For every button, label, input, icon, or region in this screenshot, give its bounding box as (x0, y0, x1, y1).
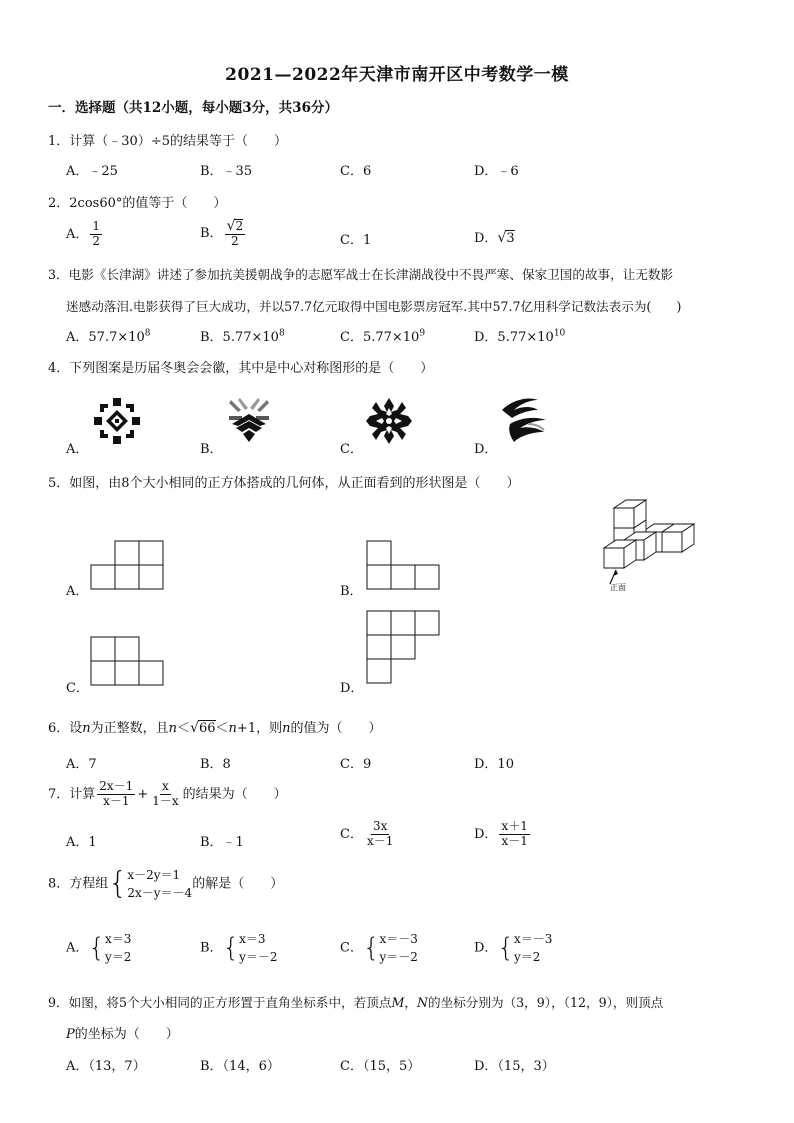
q2-a-label: A． (66, 226, 89, 242)
q8-d-x: x＝－3 (513, 932, 553, 946)
q8-a-x: x＝3 (104, 932, 132, 946)
q8-b-system (239, 930, 277, 966)
q9-var-p: P (66, 1027, 75, 1042)
q8-b-x: x＝3 (239, 932, 266, 946)
q5-solid-figure (600, 494, 706, 592)
q6-radicand: 66 (198, 721, 216, 736)
q7-d-fraction (499, 820, 529, 849)
q3-a-exp: 8 (144, 328, 151, 339)
q8-post: 的解是（ ） (192, 876, 284, 892)
q7-c-fraction (365, 820, 395, 849)
q7-f1-den: x－1 (103, 793, 130, 808)
q5-option-a: A． (66, 584, 89, 599)
q2-a-num: 1 (92, 219, 101, 233)
q2-b-label: B． (200, 225, 223, 241)
q2-b-num: √2 (226, 218, 244, 234)
q5-option-b-figure (366, 540, 440, 592)
q8-pre: 8．方程组 (48, 876, 109, 892)
q6-var-n: n (228, 721, 237, 736)
question-1: 1．计算（﹣30）÷5的结果等于（ ） (48, 134, 287, 149)
q8-option-c (340, 930, 418, 966)
q3-option-a (66, 326, 151, 345)
logo-c-image (364, 396, 414, 446)
q6-var-n: n (282, 721, 291, 736)
q4-option-a: A． (66, 442, 89, 457)
q5-option-c: C． (66, 681, 89, 696)
q2-a-fraction (90, 220, 102, 249)
q8-d-y: y＝2 (513, 950, 541, 964)
question-3-line-1: 3．电影《长津湖》讲述了参加抗美援朝战争的志愿军战士在长津湖战役中不畏严寒、保家卫国的故事，让无数影 (48, 267, 674, 282)
q7-c-num: 3x (372, 819, 388, 833)
q7-d-den: x－1 (501, 833, 528, 848)
q5-option-d: D． (340, 681, 364, 696)
q8-option-b (200, 930, 278, 966)
q5-option-c-figure (90, 636, 164, 688)
q5-option-b: B． (340, 584, 363, 599)
q6-pre: 6．设 (48, 721, 83, 736)
q8-a-label: A． (66, 940, 89, 956)
q3-option-d (474, 326, 565, 345)
q7-plus: + (137, 786, 149, 802)
q7-option-b: B．﹣1 (200, 835, 244, 850)
q1-option-a: A．﹣25 (66, 164, 118, 179)
logo-a-image (92, 396, 142, 446)
q2-option-a (66, 220, 104, 249)
q6-option-b: B．8 (200, 757, 231, 772)
q1-option-c: C．6 (340, 164, 372, 179)
q7-d-num: x＋1 (501, 819, 528, 833)
q7-d-label: D． (474, 826, 498, 842)
q5-front-label: 正面 (610, 583, 626, 592)
q8-a-brace: { (88, 933, 105, 963)
q2-b-den: 2 (231, 234, 239, 249)
q9-option-a: A．（13，7） (66, 1059, 146, 1074)
q9-var-m: M (391, 995, 405, 1010)
q8-brace: { (108, 866, 128, 901)
q4-option-b: B． (200, 442, 223, 457)
q3-d-exp: 10 (553, 328, 566, 339)
q8-b-brace: { (222, 933, 240, 963)
question-5: 5．如图，由8个大小相同的正方体搭成的几何体，从正面看到的形状图是（ ） (48, 476, 520, 491)
q7-option-a: A．1 (66, 835, 97, 850)
q3-c-exp: 9 (419, 328, 426, 339)
q7-option-d (474, 820, 532, 849)
q8-eq-2: 2x－y＝－4 (127, 886, 193, 900)
q6-mid: 为正整数，且 (90, 721, 169, 736)
q5-option-a-figure (90, 540, 164, 592)
q8-a-system (105, 930, 131, 966)
page-title: 2021—2022年天津市南开区中考数学一模 (225, 65, 569, 85)
q8-c-x: x＝－3 (379, 932, 418, 946)
q3-b-exp: 8 (278, 328, 285, 339)
question-7 (48, 780, 287, 809)
q4-option-d: D． (474, 442, 498, 457)
q3-option-c (340, 326, 425, 345)
q1-option-d: D．﹣6 (474, 164, 519, 179)
q3-d-base: D．5.77×10 (474, 330, 554, 345)
q7-fraction-1 (97, 780, 135, 809)
q8-eq-1: x－2y＝1 (127, 868, 181, 882)
q6-var-n: n (82, 721, 91, 736)
q3-option-b (200, 326, 285, 345)
q6-plus: +1，则 (236, 721, 283, 736)
logo-d-image (498, 394, 552, 448)
q2-option-d: D．√3 (474, 230, 515, 246)
q9-comma: ， (404, 995, 417, 1010)
q7-c-label: C． (340, 826, 363, 842)
q6-option-c: C．9 (340, 757, 372, 772)
q8-a-y: y＝2 (104, 950, 132, 964)
q7-f2-num: x (162, 779, 169, 793)
q8-d-system (514, 930, 552, 966)
section-heading: 一．选择题（共12小题，每小题3分，共36分） (48, 100, 338, 116)
q6-option-a: A．7 (66, 757, 97, 772)
q7-option-c (340, 820, 397, 849)
q3-a-base: A．57.7×10 (66, 330, 145, 345)
question-3-line-2: 迷感动落泪.电影获得了巨大成功，并以57.7亿元取得中国电影票房冠军.其中57.7亿用科学记数法表示为( ) (66, 299, 682, 314)
q4-option-c: C． (340, 442, 363, 457)
q1-option-b: B．﹣35 (200, 164, 253, 179)
q3-c-base: C．5.77×10 (340, 330, 420, 345)
q8-d-brace: { (497, 933, 514, 963)
q6-post: 的值为（ ） (290, 721, 382, 736)
q3-b-base: B．5.77×10 (200, 330, 279, 345)
q9-line2-post: 的坐标为（ ） (74, 1027, 179, 1042)
q8-c-system (380, 930, 418, 966)
q6-option-d: D．10 (474, 757, 514, 772)
question-6: 6．设n为正整数，且n＜√66＜n+1，则n的值为（ ） (48, 720, 382, 736)
q2-b-fraction (225, 218, 246, 249)
logo-b-image (226, 396, 272, 444)
q7-post: 的结果为（ ） (182, 786, 287, 802)
q9-var-n: N (416, 995, 428, 1010)
q6-lt: ＜ (177, 721, 191, 736)
q2-b-radicand: 2 (235, 219, 244, 233)
question-9-line-2 (66, 1023, 179, 1042)
q8-c-brace: { (362, 933, 380, 963)
question-8 (48, 866, 283, 902)
q8-option-a (66, 930, 131, 966)
q2-option-c: C．1 (340, 233, 372, 248)
question-4: 4．下列图案是历届冬奥会会徽，其中是中心对称图形的是（ ） (48, 361, 434, 376)
q2-d-label: D． (474, 231, 498, 246)
q7-f2-den: 1－x (152, 793, 179, 808)
q7-f1-num: 2x－1 (99, 779, 134, 793)
q9-pre: 9．如图，将5个大小相同的正方形置于直角坐标系中，若顶点 (48, 995, 392, 1010)
q2-a-den: 2 (92, 233, 101, 248)
q6-var-n: n (168, 721, 178, 736)
q8-system (127, 866, 192, 902)
q6-lt: ＜ (215, 721, 229, 736)
q7-c-den: x－1 (366, 833, 394, 848)
q7-pre: 7．计算 (48, 786, 96, 802)
question-2: 2．2cos60°的值等于（ ） (48, 196, 227, 211)
q8-d-label: D． (474, 940, 498, 956)
q9-option-c: C．（15，5） (340, 1059, 421, 1074)
q5-option-d-figure (366, 610, 442, 688)
q8-b-y: y＝－2 (239, 950, 278, 964)
q8-b-label: B． (200, 940, 223, 956)
q8-c-label: C． (340, 940, 363, 956)
q7-fraction-2 (150, 780, 180, 809)
q8-option-d (474, 930, 552, 966)
q9-option-b: B．（14，6） (200, 1059, 280, 1074)
q2-d-radicand: 3 (506, 231, 515, 246)
q9-line1-post: 的坐标分别为（3，9），（12，9），则顶点 (428, 995, 664, 1010)
q8-c-y: y＝－2 (379, 950, 418, 964)
q9-option-d: D．（15，3） (474, 1059, 555, 1074)
q2-option-b (200, 218, 247, 249)
question-9-line-1 (48, 992, 663, 1011)
